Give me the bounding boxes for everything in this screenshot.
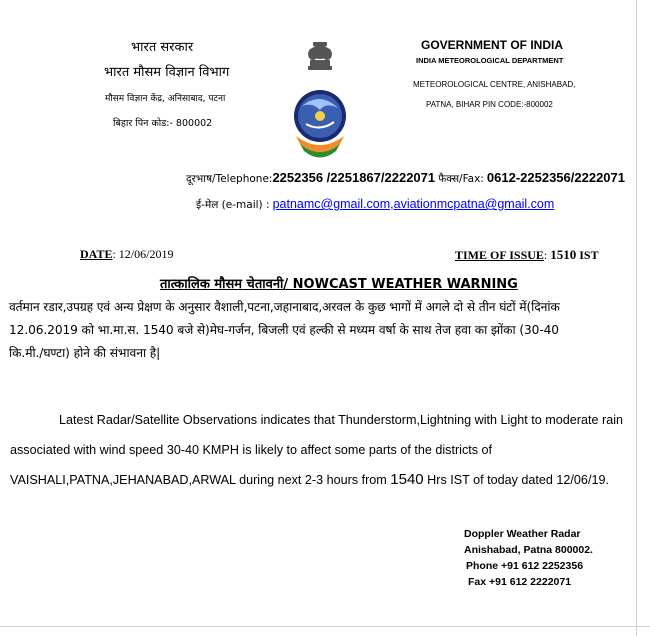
hindi-line-2: 12.06.2019 को भा.मा.स. 1540 बजे से)मेघ-गर्जन, बिजली एवं हल्की से मध्यम वर्षा के साथ तेज हवा का झोंका (30-40 (9, 323, 559, 337)
issue-zone: IST (579, 248, 599, 262)
signature-line-3: Phone +91 612 2252356 (466, 560, 584, 572)
telephone-value: 2252356 /2251867/2222071 (272, 170, 436, 185)
telephone-label: दूरभाष/Telephone: (186, 173, 273, 185)
warning-title: तात्कालिक मौसम चेतावनी/ NOWCAST WEATHER WARNING (160, 277, 518, 292)
imd-emblem-icon (280, 36, 360, 166)
issue-label: TIME OF ISSUE (455, 248, 544, 262)
email-label: ई-मेल (e-mail) : (196, 199, 270, 211)
english-line-3: VAISHALI,PATNA,JEHANABAD,ARWAL during next 2-3 hours from 1540 Hrs IST of today dated 12/06/19. (10, 471, 609, 488)
header-right-line2: INDIA METEOROLOGICAL DEPARTMENT (416, 56, 564, 65)
header-right-line3: METEOROLOGICAL CENTRE, ANISHABAD, (413, 80, 576, 89)
date-value: : 12/06/2019 (112, 247, 174, 261)
fax-value: 0612-2252356/2222071 (486, 170, 625, 185)
email-link[interactable]: patnamc@gmail.com,aviationmcpatna@gmail.com (272, 197, 555, 211)
signature-line-2: Anishabad, Patna 800002. (464, 544, 593, 556)
date-label: DATE (80, 247, 113, 261)
page-right-border (636, 0, 637, 636)
header-left-line1: भारत सरकार (131, 40, 194, 55)
header-left-line4: बिहार पिन कोड:- 800002 (113, 118, 213, 129)
header-left-line2: भारत मौसम विज्ञान विभाग (104, 65, 230, 80)
issue-sep: : (543, 248, 548, 262)
hindi-line-3: कि.मी./घण्टा) होने की संभावना है| (9, 346, 161, 360)
date-line (80, 247, 173, 262)
english-line-2: associated with wind speed 30-40 KMPH is likely to affect some parts of the districts of (10, 443, 493, 457)
header-right-line1: GOVERNMENT OF INDIA (421, 38, 564, 52)
page-bottom-border (0, 626, 650, 627)
english-line-1: Latest Radar/Satellite Observations indicates that Thunderstorm,Lightning with Light to moderate rain (59, 413, 624, 427)
time-of-issue (455, 247, 599, 263)
hindi-line-1: वर्तमान रडार,उपग्रह एवं अन्य प्रेक्षण के अनुसार वैशाली,पटना,जहानाबाद,अरवल के कुछ भागों में अगले दो से तीन घंटों में(दिनांक (9, 300, 560, 314)
header-right-line4: PATNA, BIHAR PIN CODE:-800002 (426, 100, 553, 109)
header-left-line3: मौसम विज्ञान केंद्र, अनिसाबाद, पटना (105, 94, 226, 104)
hindi-paragraph (9, 296, 560, 365)
contact-email-line (196, 197, 554, 212)
english-paragraph (10, 405, 623, 495)
issue-time: 1510 (550, 247, 577, 262)
fax-label: फैक्स/Fax: (438, 173, 484, 185)
contact-phone-line (186, 170, 625, 186)
signature-line-4: Fax +91 612 2222071 (468, 576, 572, 588)
signature-line-1: Doppler Weather Radar (464, 528, 581, 540)
